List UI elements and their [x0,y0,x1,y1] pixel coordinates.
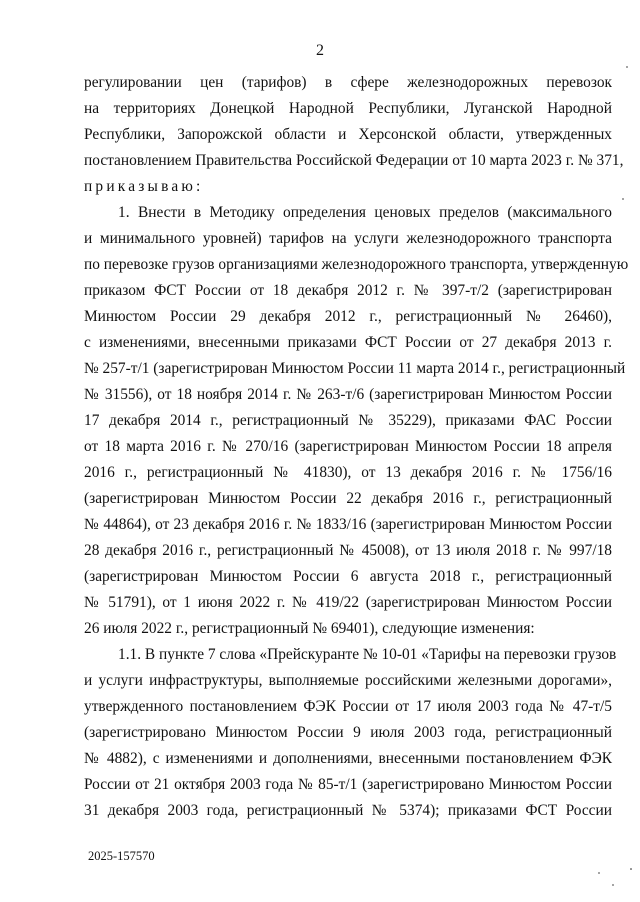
scan-speck [626,66,628,68]
text-line: постановлением Правительства Российской Федерации от 10 марта 2023 г. № 371, [84,152,624,169]
text-line: приказываю: [84,178,204,195]
text-line: Минюстом России 29 декабря 2012 г., регистрационный № 26460), [84,308,612,325]
text-line: на территориях Донецкой Народной Республики, Луганской Народной [84,100,612,117]
text-line: № 44864), от 23 декабря 2016 г. № 1833/16 (зарегистрирован Минюстом России [84,516,612,533]
scan-speck [612,884,614,886]
text-line: (зарегистрирован Минюстом России 22 декабря 2016 г., регистрационный [84,490,612,507]
text-line: регулировании цен (тарифов) в сфере железнодорожных перевозок [84,74,612,91]
text-line: (зарегистрировано Минюстом России 9 июля 2003 года, регистрационный [84,724,612,741]
text-line: приказом ФСТ России от 18 декабря 2012 г. № 397-т/2 (зарегистрирован [84,282,612,299]
text-line: 17 декабря 2014 г., регистрационный № 35229), приказами ФАС России [84,412,612,429]
text-line: № 257-т/1 (зарегистрирован Минюстом России 11 марта 2014 г., регистрационный [84,360,626,377]
scan-speck [630,868,632,870]
text-line: № 51791), от 1 июня 2022 г. № 419/22 (зарегистрирован Минюстом России [84,594,612,611]
scan-speck [622,198,624,200]
text-line: 2016 г., регистрационный № 41830), от 13 декабря 2016 г. № 1756/16 [84,464,612,481]
text-line: 31 декабря 2003 года, регистрационный № 5374); приказами ФСТ России [84,802,612,819]
text-line: Республики, Запорожской области и Херсонской области, утвержденных [84,126,612,143]
page-number: 2 [316,42,324,59]
text-line: от 18 марта 2016 г. № 270/16 (зарегистрирован Минюстом России 18 апреля [84,438,612,455]
text-line: (зарегистрирован Минюстом России 6 августа 2018 г., регистрационный [84,568,612,585]
text-line: утвержденного постановлением ФЭК России от 17 июля 2003 года № 47-т/5 [84,698,612,715]
text-line: России от 21 октября 2003 года № 85-т/1 (зарегистрировано Минюстом России [84,776,612,793]
text-line: с изменениями, внесенными приказами ФСТ России от 27 декабря 2013 г. [84,334,612,351]
document-body [84,70,629,824]
text-line: по перевозке грузов организациями железнодорожного транспорта, утвержденную [84,256,629,273]
text-line: 1.1. В пункте 7 слова «Прейскуранте № 10-01 «Тарифы на перевозки грузов [118,646,617,663]
text-line: № 4882), с изменениями и дополнениями, внесенными постановлением ФЭК [84,750,612,767]
document-id: 2025-157570 [88,849,155,863]
text-line: № 31556), от 18 ноября 2014 г. № 263-т/6 (зарегистрирован Минюстом России [84,386,612,403]
text-line: 28 декабря 2016 г., регистрационный № 45008), от 13 июля 2018 г. № 997/18 [84,542,612,559]
text-line: и минимального уровней) тарифов на услуги железнодорожного транспорта [84,230,612,247]
scan-speck [598,872,600,874]
text-line: 1. Внести в Методику определения ценовых пределов (максимального [118,204,612,221]
text-line: 26 июля 2022 г., регистрационный № 69401), следующие изменения: [84,620,535,637]
text-line: и услуги инфраструктуры, выполняемые российскими железными дорогами», [84,672,612,689]
